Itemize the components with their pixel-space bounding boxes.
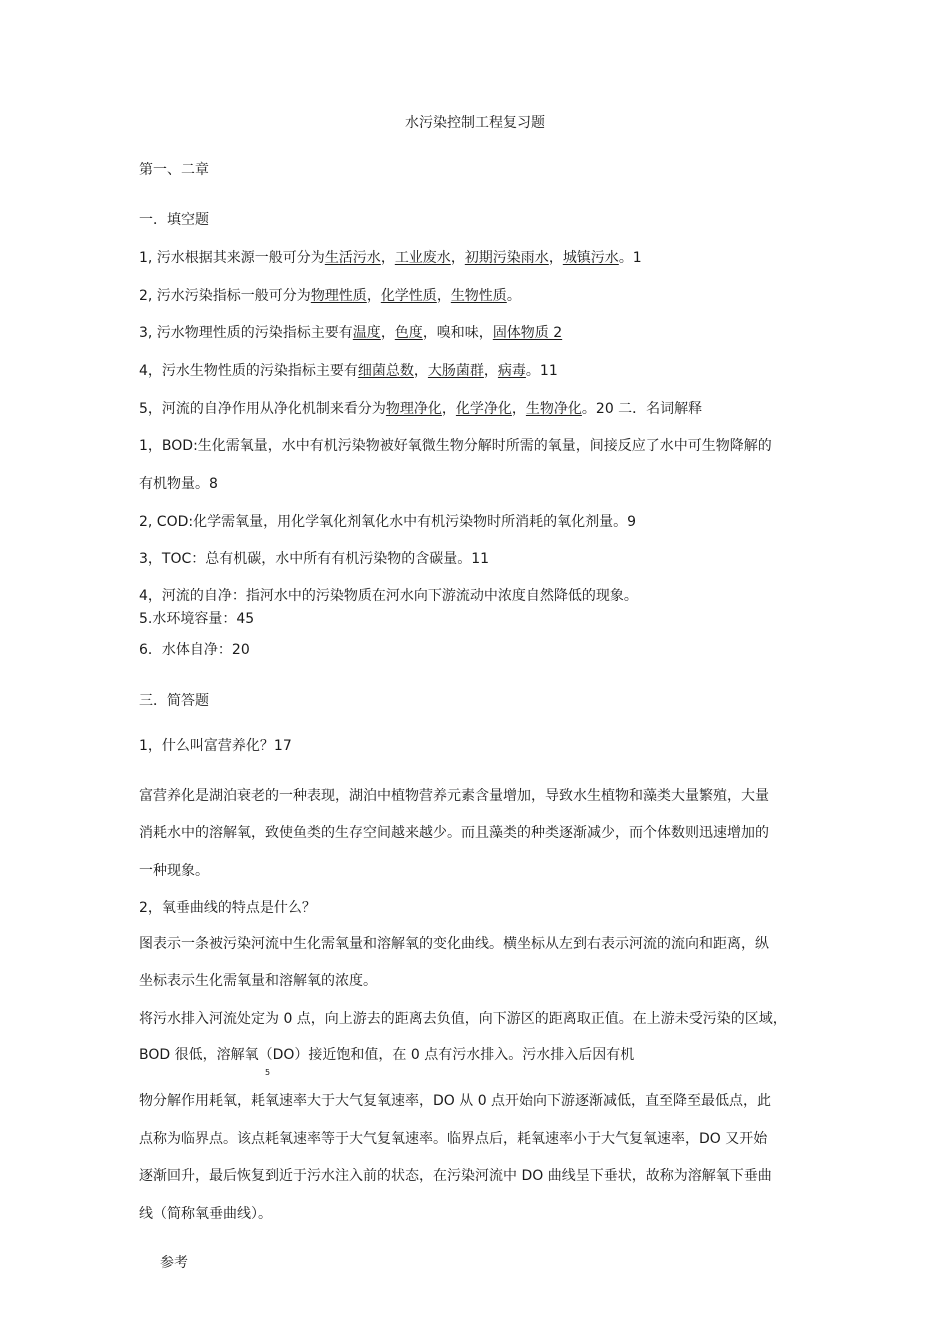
fill-question-3: 3, 污水物理性质的污染指标主要有温度，色度，嗅和味，固体物质 2 bbox=[139, 325, 563, 341]
answer-blank: 物理性质 bbox=[310, 288, 367, 304]
footer-label: 参考 bbox=[160, 1255, 188, 1271]
fill-question-4: 4，污水生物性质的污染指标主要有细菌总数，大肠菌群，病毒。11 bbox=[139, 363, 558, 379]
fill-question-5: 5，河流的自净作用从净化机制来看分为物理净化，化学净化，生物净化。20 二．名词解释 bbox=[139, 401, 703, 417]
definition-5: 5.水环境容量：45 bbox=[139, 611, 255, 627]
answer-blank: 城镇污水 bbox=[562, 250, 619, 266]
answer-2-question: 2，氧垂曲线的特点是什么？ bbox=[139, 900, 316, 916]
answer-blank: 生活污水 bbox=[324, 250, 381, 266]
answer-2-line-8: 线（简称氧垂曲线）。 bbox=[139, 1206, 272, 1222]
answer-blank: 初期污染雨水 bbox=[464, 250, 549, 266]
answer-blank: 固体物质 2 bbox=[492, 325, 563, 341]
definition-1-line-1: 1，BOD:生化需氧量，水中有机污染物被好氧微生物分解时所需的氧量，间接反应了水中可生物降解的 bbox=[139, 438, 772, 454]
answer-2-line-4: BOD 很低，溶解氧（DO）接近饱和值，在 0 点有污水排入。污水排入后因有机 bbox=[139, 1047, 635, 1063]
answer-blank: 色度 bbox=[394, 325, 423, 341]
answer-2-line-1: 图表示一条被污染河流中生化需氧量和溶解氧的变化曲线。横坐标从左到右表示河流的流向和距离，纵 bbox=[139, 936, 769, 952]
page-title: 水污染控制工程复习题 bbox=[405, 115, 545, 131]
answer-blank: 生物性质 bbox=[450, 288, 507, 304]
answer-blank: 细菌总数 bbox=[357, 363, 414, 379]
definition-6: 6．水体自净：20 bbox=[139, 642, 250, 658]
fill-question-2: 2, 污水污染指标一般可分为物理性质，化学性质，生物性质。 bbox=[139, 288, 521, 304]
answer-blank: 大肠菌群 bbox=[427, 363, 484, 379]
answer-1-line-2: 消耗水中的溶解氧，致使鱼类的生存空间越来越少。而且藻类的种类逐渐减少，而个体数则迅速增加的 bbox=[139, 825, 769, 841]
answer-1-question: 1，什么叫富营养化？17 bbox=[139, 738, 292, 754]
answer-2-line-2: 坐标表示生化需氧量和溶解氧的浓度。 bbox=[139, 973, 377, 989]
answer-1-line-3: 一种现象。 bbox=[139, 863, 209, 879]
section-fill-blank-heading: 一．填空题 bbox=[139, 212, 209, 228]
section-short-answer-heading: 三．简答题 bbox=[139, 693, 209, 709]
answer-blank: 病毒 bbox=[497, 363, 526, 379]
answer-blank: 化学性质 bbox=[380, 288, 437, 304]
fill-question-1: 1, 污水根据其来源一般可分为生活污水，工业废水，初期污染雨水，城镇污水。1 bbox=[139, 250, 642, 266]
answer-2-line-6: 点称为临界点。该点耗氧速率等于大气复氧速率。临界点后，耗氧速率小于大气复氧速率，DO 又开始 bbox=[139, 1131, 768, 1147]
definition-4: 4，河流的自净：指河水中的污染物质在河水向下游流动中浓度自然降低的现象。 bbox=[139, 588, 638, 604]
answer-1-line-1: 富营养化是湖泊衰老的一种表现，湖泊中植物营养元素含量增加，导致水生植物和藻类大量繁殖，大量 bbox=[139, 788, 769, 804]
answer-blank: 工业废水 bbox=[394, 250, 451, 266]
answer-2-line-7: 逐渐回升，最后恢复到近于污水注入前的状态，在污染河流中 DO 曲线呈下垂状，故称为溶解氧下垂曲 bbox=[139, 1168, 772, 1184]
definition-3: 3，TOC：总有机碳，水中所有有机污染物的含碳量。11 bbox=[139, 551, 490, 567]
answer-blank: 化学净化 bbox=[455, 401, 512, 417]
answer-blank: 温度 bbox=[352, 325, 381, 341]
chapter-heading: 第一、二章 bbox=[139, 162, 209, 178]
definition-1-line-2: 有机物量。8 bbox=[139, 476, 218, 492]
page-marker: 5 bbox=[265, 1068, 271, 1077]
answer-2-line-3: 将污水排入河流处定为 0 点，向上游去的距离去负值，向下游区的距离取正值。在上游未受污染的区域， bbox=[139, 1011, 787, 1027]
answer-blank: 生物净化 bbox=[525, 401, 582, 417]
definition-2: 2, COD:化学需氧量，用化学氧化剂氧化水中有机污染物时所消耗的氧化剂量。9 bbox=[139, 514, 637, 530]
answer-blank: 物理净化 bbox=[385, 401, 442, 417]
answer-2-line-5: 物分解作用耗氧，耗氧速率大于大气复氧速率，DO 从 0 点开始向下游逐渐减低，直至降至最低点，此 bbox=[139, 1093, 772, 1109]
